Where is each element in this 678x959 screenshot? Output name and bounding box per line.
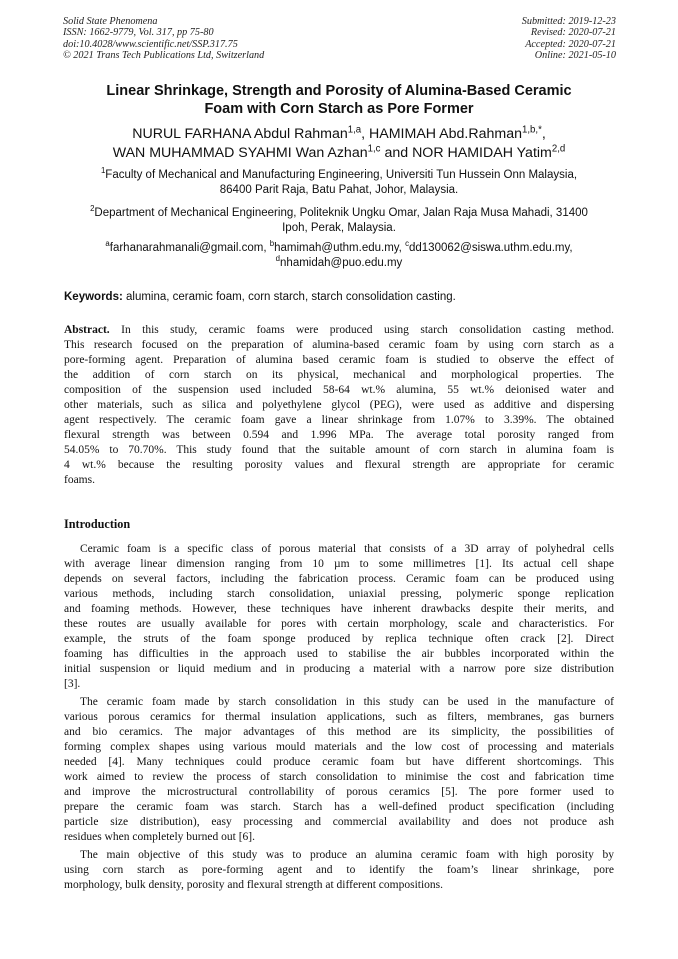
abstract-line: This research focused on the preparation of alumina-based ceramic foam by using corn starch as a: [64, 339, 614, 351]
author-2: HAMIMAH Abd.Rahman: [369, 126, 522, 142]
author-and: and: [384, 145, 409, 161]
email-d[interactable]: nhamidah@puo.edu.my: [280, 256, 403, 269]
author-4-sup: 2,d: [551, 143, 566, 155]
paragraph-line: The main objective of this study was to produce an alumina ceramic foam with high porosity by: [80, 849, 614, 861]
abstract-label: Abstract.: [64, 324, 110, 336]
paragraph-line: needed [4]. Many techniques could produce ceramic foam but have different shortcomings. This: [64, 756, 614, 768]
submission-dates: [356, 16, 616, 62]
title-line-2: Foam with Corn Starch as Pore Former: [204, 100, 474, 117]
abstract-line: foams.: [64, 474, 95, 486]
paragraph-line: [3].: [64, 678, 81, 690]
paragraph-line: and bio ceramics. The major advantages of this method are its simplicity, the possibilities of: [64, 726, 614, 738]
title-line-1: Linear Shrinkage, Strength and Porosity of Alumina-Based Ceramic: [106, 83, 572, 99]
abstract: [64, 323, 614, 488]
abstract-line: flexural strength was between 0.594 and 1.996 MPa. The average total porosity ranged from: [64, 429, 614, 441]
affiliation-2-sup: 2: [90, 204, 95, 214]
affiliation-2: [60, 206, 618, 235]
abstract-line: other materials, such as silica and polyethylene glycol (PEG), were used as additive and dispersing: [64, 399, 614, 411]
introduction-heading: Introduction: [64, 517, 131, 531]
author-1: NURUL FARHANA Abdul Rahman: [132, 126, 348, 142]
abstract-line: pore-forming agent. Preparation of alumina based ceramic foam is studied to observe the effect of: [64, 354, 614, 366]
author-2-sup: 1,b,*: [522, 124, 542, 136]
affiliation-1-line-2: 86400 Parit Raja, Batu Pahat, Johor, Malaysia.: [219, 183, 459, 196]
email-b-sup: b: [269, 239, 275, 249]
author-3: WAN MUHAMMAD SYAHMI Wan Azhan: [112, 145, 368, 161]
paragraph-line: with average linear dimension ranging from 10 µm to some millimetres [1]. Its actual cell shape: [64, 558, 614, 570]
introduction-paragraph-3: [64, 848, 614, 893]
email-list: [60, 241, 618, 270]
keywords: [64, 290, 456, 304]
date-revised: Revised: 2020-07-21: [530, 27, 616, 39]
paragraph-line: various methods, including starch consolidation, uniaxial pressing, polymeric sponge replication: [64, 588, 614, 600]
email-a-sup: a: [105, 239, 110, 249]
email-c-sup: c: [405, 239, 409, 249]
abstract-line: In this study, ceramic foams were produced using starch consolidation casting method.: [121, 324, 615, 336]
date-accepted: Accepted: 2020-07-21: [525, 38, 616, 50]
paragraph-line: residues when completely burned out [6].: [64, 831, 255, 843]
paragraph-line: morphology, bulk density, porosity and flexural strength at different compositions.: [64, 879, 444, 891]
paragraph-line: depends on several factors, including the fabrication process. Ceramic foam can be produced using: [64, 573, 614, 585]
journal-name: Solid State Phenomena: [63, 16, 158, 27]
affiliation-1: [60, 168, 618, 197]
paragraph-line: Ceramic foam is a specific class of porous material that consists of a 3D array of polyhedral cells: [80, 543, 614, 555]
affiliation-1-sup: 1: [100, 166, 106, 176]
keywords-label: Keywords:: [64, 291, 123, 303]
email-a[interactable]: farhanarahmanali@gmail.com,: [109, 242, 267, 254]
author-1-sup: 1,a: [347, 124, 362, 136]
affiliation-2-line-1: Department of Mechanical Engineering, Politeknik Ungku Omar, Jalan Raja Musa Mahadi, 31400: [94, 207, 588, 219]
email-d-sup: d: [275, 253, 281, 263]
paragraph-line: using corn starch as pore-forming agent and to identify the foam’s linear shrinkage, pore: [64, 864, 614, 876]
paragraph-line: foaming has difficulties in the approach used to stabilise the air bubbles incorporated within the: [64, 648, 614, 660]
paragraph-line: prepare the ceramic foam was starch. Starch has a well-defined product specification (including: [64, 801, 614, 813]
author-4: NOR HAMIDAH Yatim: [412, 145, 552, 161]
journal-info: [63, 16, 363, 62]
journal-issn: ISSN: 1662-9779, Vol. 317, pp 75-80: [63, 27, 214, 39]
author-list: NURUL FARHANA Abdul Rahman$^{1,a}$, HAMIMAH Abd.Rahman$^{1,b,*}$, WAN MUHAMMAD SYAHMI Wan Azhan$^{1,c}$ and NOR HAMIDAH Yatim$^{2,d}$: [112, 124, 566, 161]
date-online: Online: 2021-05-10: [534, 50, 616, 62]
affiliation-1-line-1: Faculty of Mechanical and Manufacturing Engineering, Universiti Tun Hussein Onn Malaysia,: [105, 169, 578, 181]
journal-doi[interactable]: doi:10.4028/www.scientific.net/SSP.317.75: [63, 38, 238, 50]
paragraph-line: various porous ceramics for thermal insulation applications, such as filters, membranes, gas burners: [64, 711, 614, 723]
paragraph-line: initial suspension or liquid medium and in producing a material with a narrow pore size distribution: [64, 663, 614, 675]
abstract-line: composition of the suspension used included 58-64 wt.% alumina, 55 wt.% deionised water and: [64, 384, 614, 396]
introduction-paragraph-1: [64, 542, 614, 692]
keywords-text: alumina, ceramic foam, corn starch, starch consolidation casting.: [126, 291, 456, 303]
paper-title: [50, 83, 628, 118]
author-3-sup: 1,c: [367, 143, 381, 155]
paragraph-line: The ceramic foam made by starch consolidation in this study can be used in the manufacture of: [80, 696, 614, 708]
paragraph-line: particle size distribution), easy processing and commercial availability and does not produce ash: [64, 816, 614, 828]
paragraph-line: work aimed to review the process of starch consolidation to minimise the cost and fabrication time: [64, 771, 614, 783]
abstract-line: the addition of corn starch on its physical, mechanical and morphological properties. The: [64, 369, 614, 381]
abstract-line: 54.05% to 70.70%. This study found that the suitable amount of corn starch in alumina foam is: [64, 444, 614, 456]
affiliation-2-line-2: Ipoh, Perak, Malaysia.: [282, 221, 396, 234]
journal-copyright: © 2021 Trans Tech Publications Ltd, Switzerland: [63, 50, 265, 62]
paragraph-line: forming complex shapes using various mould materials and the low cost of processing and materials: [64, 741, 614, 753]
paragraph-line: and foaming methods. However, these techniques have inherent drawbacks despite their merits, and: [64, 603, 614, 615]
date-submitted: Submitted: 2019-12-23: [521, 16, 616, 27]
abstract-line: 4 wt.% because the resulting porosity values and flexural strength are appropriate for ceramic: [64, 459, 614, 471]
email-c[interactable]: dd130062@siswa.uthm.edu.my,: [409, 242, 573, 254]
paragraph-line: example, the struts of the foam sponge produced by replica technique often crack [2]. Direct: [64, 633, 614, 645]
abstract-line: agent respectively. The ceramic foam gave a linear shrinkage from 1.07% to 3.39%. The obtained: [64, 414, 614, 426]
email-b[interactable]: hamimah@uthm.edu.my,: [274, 242, 402, 254]
paragraph-line: and improve the microstructural controllability of porous ceramics [5]. The pore former used to: [64, 786, 614, 798]
introduction-paragraph-2: [64, 695, 614, 845]
paragraph-line: these routes are usually available for pores with certain morphology, scale and characteristics. For: [64, 618, 614, 630]
